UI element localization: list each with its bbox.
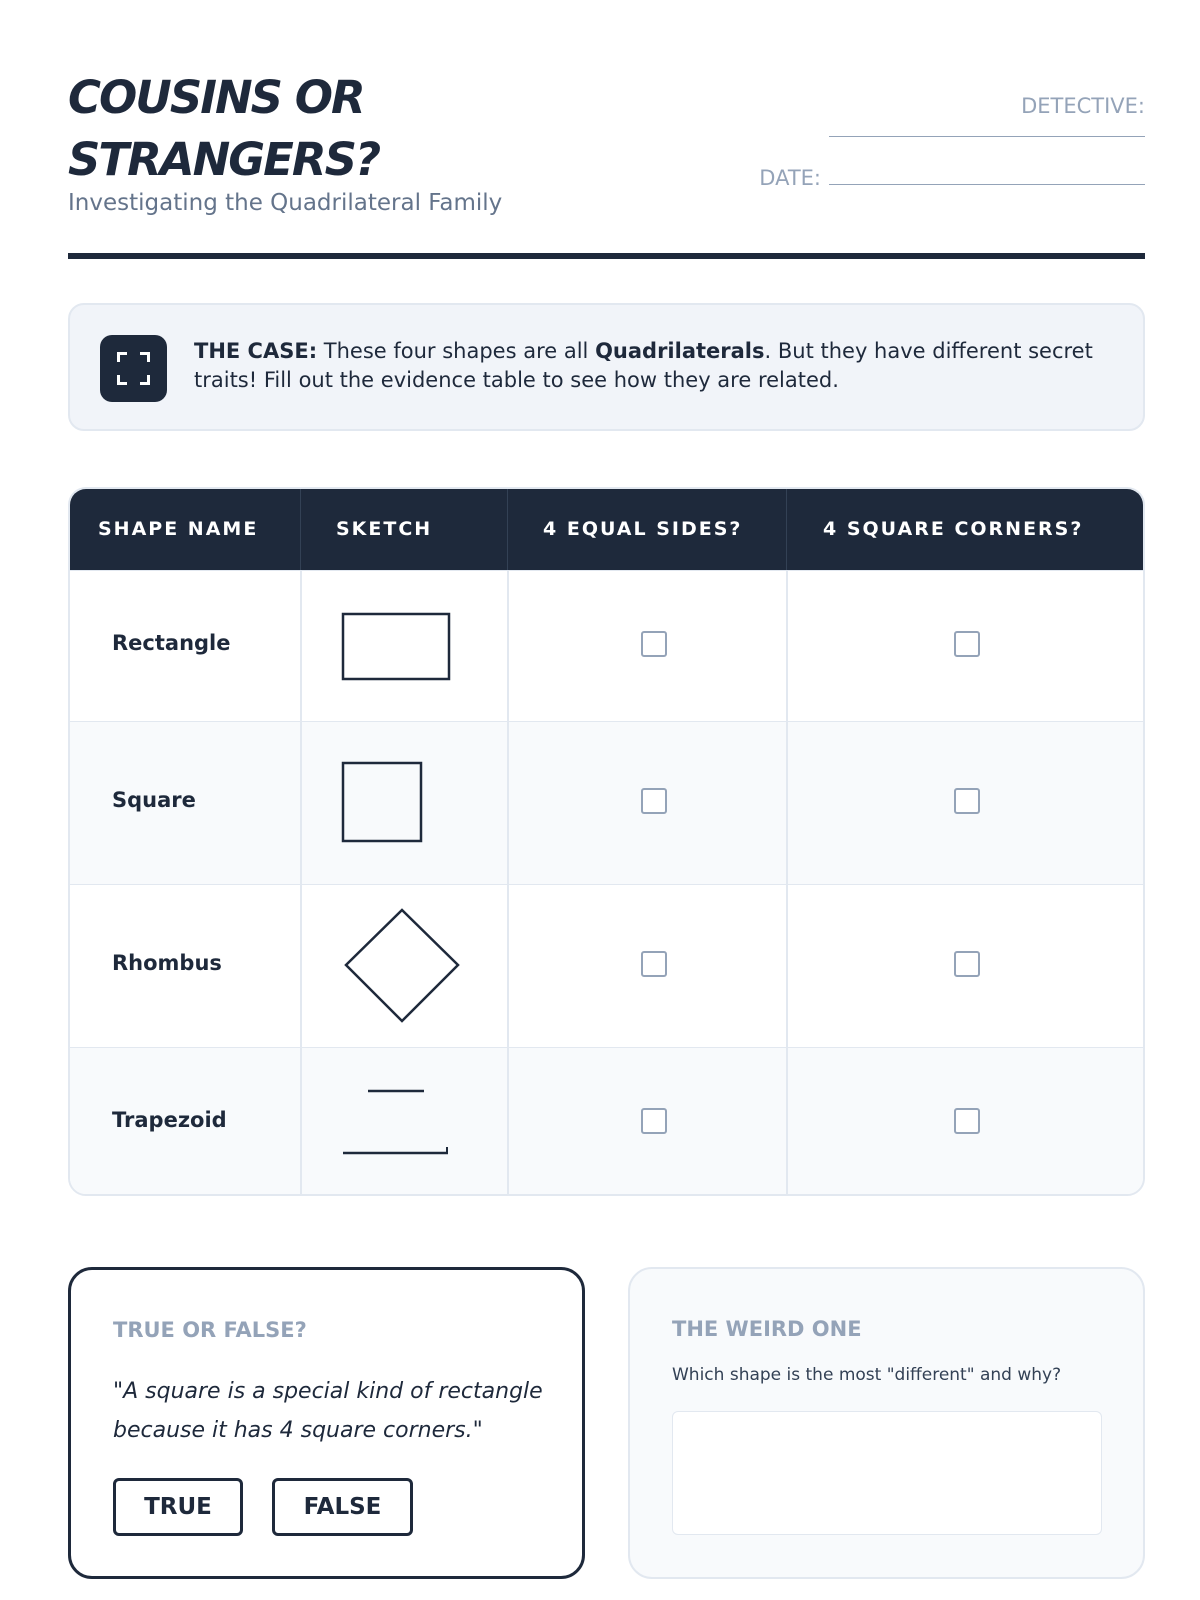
case-box (68, 303, 1145, 431)
header-shape-name: SHAPE NAME (98, 518, 259, 540)
checkbox-trapezoid-square-corners[interactable] (954, 1108, 980, 1134)
true-or-false-card (68, 1267, 585, 1579)
evidence-table (68, 487, 1145, 1196)
true-button[interactable]: TRUE (113, 1478, 243, 1536)
header-divider (68, 253, 1145, 259)
date-label: DATE: (759, 166, 821, 190)
weird-one-title: THE WEIRD ONE (672, 1317, 862, 1341)
weird-one-answer-box[interactable] (672, 1411, 1102, 1535)
checkbox-trapezoid-equal-sides[interactable] (641, 1108, 667, 1134)
case-description (194, 337, 1094, 395)
date-line[interactable] (829, 184, 1145, 185)
table-row (70, 570, 1145, 721)
rhombus-sketch (340, 907, 470, 1027)
checkbox-rectangle-square-corners[interactable] (954, 631, 980, 657)
weird-one-card (628, 1267, 1145, 1579)
trapezoid-sketch (340, 1078, 470, 1168)
student-meta (725, 92, 1145, 212)
checkbox-rhombus-equal-sides[interactable] (641, 951, 667, 977)
square-sketch (340, 760, 460, 850)
case-label: THE CASE: (194, 339, 318, 363)
page-title-line-1: COUSINS OR (68, 71, 364, 124)
false-button[interactable]: FALSE (272, 1478, 413, 1536)
header-equal-sides: 4 EQUAL SIDES? (543, 518, 743, 540)
true-false-title: TRUE OR FALSE? (113, 1318, 307, 1342)
worksheet-header (68, 68, 1145, 258)
table-row (70, 1047, 1145, 1196)
table-header (70, 489, 1145, 570)
shape-name-trapezoid: Trapezoid (112, 1108, 227, 1132)
detective-name-line[interactable] (829, 136, 1145, 137)
table-row (70, 721, 1145, 884)
rectangle-sketch (340, 605, 460, 685)
checkbox-square-square-corners[interactable] (954, 788, 980, 814)
focus-frame-icon (100, 335, 167, 402)
checkbox-rhombus-square-corners[interactable] (954, 951, 980, 977)
checkbox-rectangle-equal-sides[interactable] (641, 631, 667, 657)
page-subtitle: Investigating the Quadrilateral Family (68, 190, 503, 216)
shape-name-rhombus: Rhombus (112, 951, 222, 975)
true-false-statement: "A square is a special kind of rectangle because it has 4 square corners." (113, 1379, 543, 1443)
case-text-after: . But they have different secret traits! Fill out the evidence table to see how they are related. (194, 339, 1093, 392)
page-title-line-2: STRANGERS? (68, 133, 380, 186)
checkbox-square-equal-sides[interactable] (641, 788, 667, 814)
detective-label: DETECTIVE: (1021, 94, 1145, 118)
header-sketch: SKETCH (336, 518, 433, 540)
table-row (70, 884, 1145, 1047)
shape-name-rectangle: Rectangle (112, 631, 231, 655)
shape-name-square: Square (112, 788, 196, 812)
case-text-before: These four shapes are all (317, 339, 596, 363)
header-square-corners: 4 SQUARE CORNERS? (823, 518, 1084, 540)
weird-one-question: Which shape is the most "different" and why? (672, 1365, 1062, 1385)
case-highlight: Quadrilaterals (595, 339, 765, 363)
